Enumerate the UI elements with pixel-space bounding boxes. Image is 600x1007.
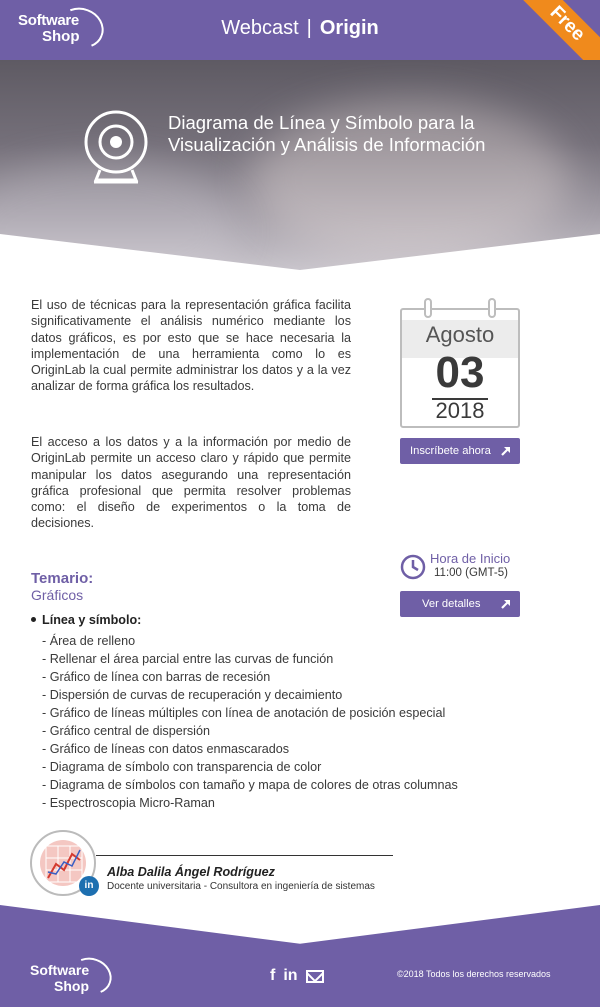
calendar-year: 2018 — [435, 398, 485, 423]
calendar-ring-icon — [488, 298, 496, 318]
facebook-icon[interactable]: f — [270, 967, 276, 984]
logo-text-shop: Shop — [42, 28, 80, 45]
speaker-name: Alba Dalila Ángel Rodríguez — [107, 865, 275, 879]
list-item: - Diagrama de símbolos con tamaño y mapa de colores de otras columnas — [42, 778, 458, 792]
header-separator: | — [306, 17, 312, 39]
bullet-icon — [31, 617, 36, 622]
register-button[interactable] — [400, 438, 520, 464]
product-label: Origin — [319, 17, 379, 39]
chart-grid-icon — [44, 844, 84, 884]
external-arrow-icon — [500, 598, 512, 610]
start-time-label: Hora de Inicio — [430, 551, 511, 566]
calendar-month: Agosto — [425, 322, 495, 347]
linkedin-icon[interactable]: in — [283, 967, 298, 984]
speaker-divider — [96, 855, 393, 856]
header-title — [0, 17, 600, 40]
intro-paragraph-2: El acceso a los datos y a la información por medio de OriginLab permite un acceso claro y rápido que permite manipular los datos asegurando una representación gráfica profesional que permita resolver problemas como: el diseño de experimentos o la toma de decisiones. — [31, 435, 351, 531]
footer-logo[interactable] — [30, 958, 120, 998]
syllabus-topic-label: Línea y símbolo: — [42, 613, 142, 627]
webcast-label: Webcast — [221, 17, 299, 39]
calendar-day: 03 — [435, 348, 485, 397]
logo-text-shop: Shop — [54, 978, 89, 994]
logo-text-software: Software — [30, 962, 90, 978]
list-item: - Gráfico de líneas múltiples con línea de anotación de posición especial — [42, 706, 446, 720]
hero-banner — [0, 60, 600, 270]
logo-text-software: Software — [18, 12, 79, 29]
calendar-ring-icon — [424, 298, 432, 318]
free-badge: Free — [518, 0, 600, 60]
list-item: - Espectroscopia Micro-Raman — [42, 796, 215, 810]
copyright-text: ©2018 Todos los derechos reservados — [397, 969, 551, 979]
linkedin-icon[interactable]: in — [79, 876, 99, 896]
start-time-value: 11:00 (GMT-5) — [434, 567, 508, 579]
list-item: - Gráfico de línea con barras de recesión — [42, 670, 271, 684]
list-item: - Gráfico central de dispersión — [42, 724, 210, 738]
header-bar — [0, 0, 600, 60]
social-links — [270, 966, 324, 986]
details-button[interactable] — [400, 591, 520, 617]
list-item: - Diagrama de símbolo con transparencia de color — [42, 760, 322, 774]
syllabus-list — [42, 632, 458, 812]
clock-icon — [400, 554, 426, 580]
list-item: - Dispersión de curvas de recuperación y decaimiento — [42, 688, 343, 702]
register-button-label: Inscríbete ahora — [410, 445, 491, 457]
speaker-role: Docente universitaria - Consultora en ingeniería de sistemas — [107, 881, 375, 892]
syllabus-heading: Temario: — [31, 570, 94, 587]
mail-icon[interactable] — [306, 970, 324, 983]
external-arrow-icon — [500, 445, 512, 457]
syllabus-topic — [31, 613, 141, 627]
intro-paragraph-1: El uso de técnicas para la representación gráfica facilita significativamente el análisis numérico mediante los datos gráficos, es por esto que se hace necesaria la implementación de una herramienta como lo es OriginLab la cual permite administrar los datos y a la vez analizar de forma gráfica los resultados. — [31, 298, 351, 394]
list-item: - Rellenar el área parcial entre las curvas de función — [42, 652, 334, 666]
syllabus-subheading: Gráficos — [31, 587, 84, 603]
list-item: - Área de relleno — [42, 634, 136, 648]
webcam-icon — [80, 108, 152, 188]
list-item: - Gráfico de líneas con datos enmascarados — [42, 742, 290, 756]
date-calendar — [400, 308, 520, 428]
details-button-label: Ver detalles — [422, 598, 481, 610]
webinar-title: Diagrama de Línea y Símbolo para la Visualización y Análisis de Información — [168, 112, 486, 155]
